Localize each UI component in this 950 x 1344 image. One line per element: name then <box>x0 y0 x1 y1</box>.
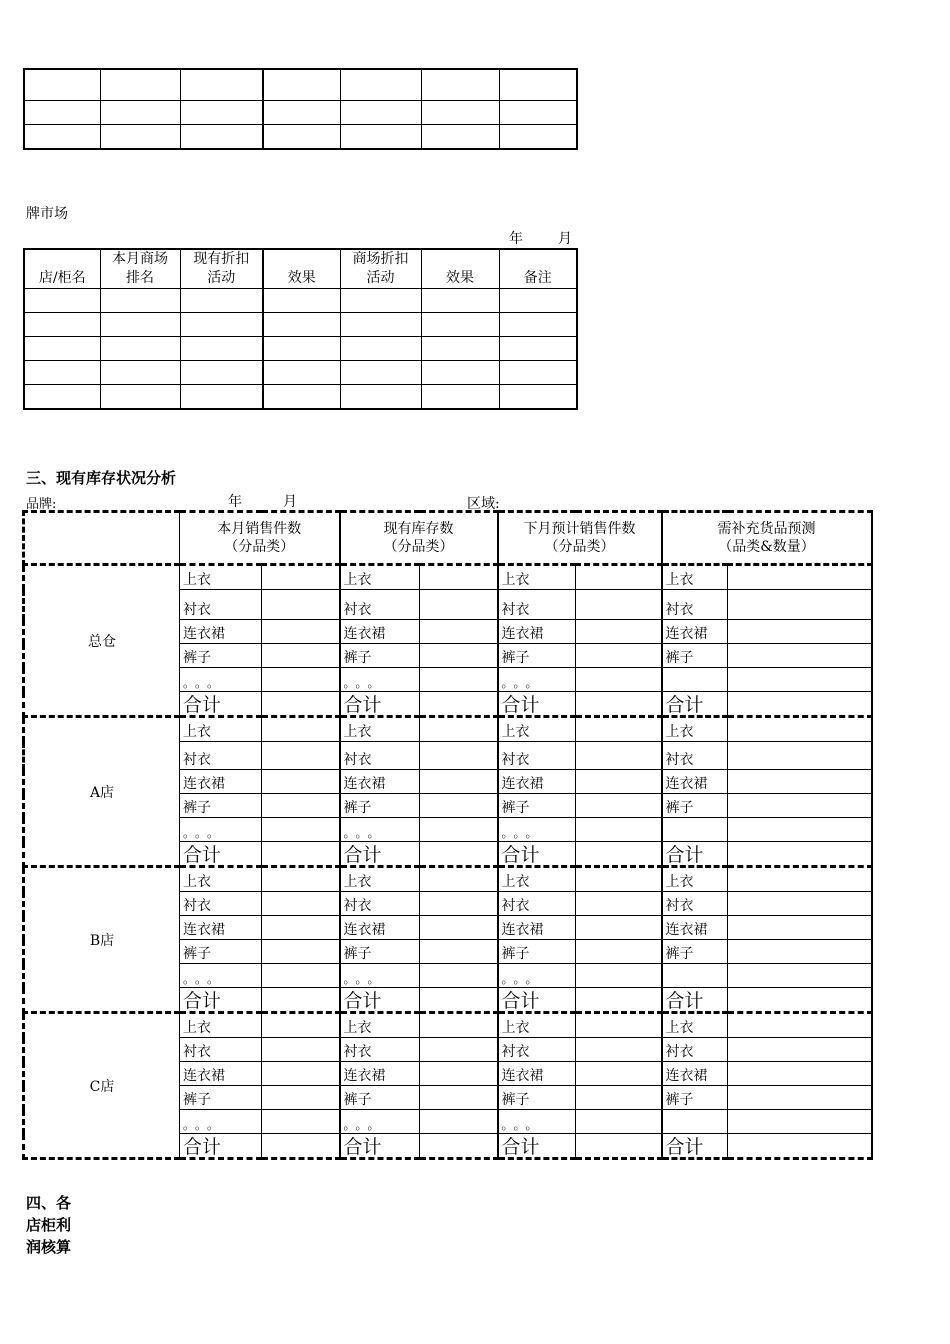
value-cell[interactable] <box>262 742 340 770</box>
total-label: 合计 <box>662 1134 728 1159</box>
category-label: 衬衣 <box>340 742 420 770</box>
value-cell[interactable] <box>576 842 662 867</box>
profit-title-line-3: 润核算 <box>26 1238 72 1256</box>
profit-title-line-2: 店柜利 <box>26 1216 72 1234</box>
category-label: 上衣 <box>498 1013 576 1038</box>
value-cell[interactable] <box>420 964 498 988</box>
store-label: A店 <box>24 717 180 867</box>
total-label: 合计 <box>498 988 576 1013</box>
s3-month-label: 月 <box>283 494 297 510</box>
category-label: 裤子 <box>662 794 728 818</box>
value-cell[interactable] <box>262 892 340 916</box>
value-cell[interactable] <box>420 916 498 940</box>
value-cell[interactable] <box>576 1038 662 1062</box>
value-cell[interactable] <box>576 988 662 1013</box>
value-cell[interactable] <box>576 1134 662 1159</box>
value-cell[interactable] <box>728 988 872 1013</box>
value-cell[interactable] <box>576 742 662 770</box>
category-label: 衬衣 <box>662 742 728 770</box>
value-cell[interactable] <box>728 590 872 620</box>
value-cell[interactable] <box>576 940 662 964</box>
profit-title-line-1: 四、各 <box>26 1194 72 1212</box>
value-cell[interactable] <box>576 1086 662 1110</box>
category-label: 裤子 <box>180 644 262 668</box>
value-cell[interactable] <box>576 964 662 988</box>
value-cell[interactable] <box>728 1038 872 1062</box>
value-cell[interactable] <box>576 794 662 818</box>
value-cell[interactable] <box>420 742 498 770</box>
value-cell[interactable] <box>576 717 662 742</box>
category-label: 上衣 <box>180 867 262 892</box>
category-label: 上衣 <box>340 565 420 590</box>
value-cell[interactable] <box>420 1086 498 1110</box>
category-label: 裤子 <box>340 644 420 668</box>
value-cell[interactable] <box>262 988 340 1013</box>
value-cell[interactable] <box>576 1062 662 1086</box>
value-cell[interactable] <box>420 692 498 717</box>
value-cell[interactable] <box>420 842 498 867</box>
inventory-header-1: 现有库存数 （分品类） <box>340 512 498 565</box>
value-cell[interactable] <box>262 1062 340 1086</box>
value-cell[interactable] <box>728 692 872 717</box>
category-label: 衬衣 <box>498 892 576 916</box>
ellipsis-label <box>662 668 728 692</box>
value-cell[interactable] <box>576 770 662 794</box>
category-label: 衬衣 <box>662 892 728 916</box>
value-cell[interactable] <box>728 818 872 842</box>
ellipsis-label: 。。。 <box>498 1110 576 1134</box>
category-label: 衬衣 <box>498 742 576 770</box>
value-cell[interactable] <box>576 620 662 644</box>
value-cell[interactable] <box>262 565 340 590</box>
value-cell[interactable] <box>728 1086 872 1110</box>
value-cell[interactable] <box>576 916 662 940</box>
value-cell[interactable] <box>420 794 498 818</box>
category-label: 衬衣 <box>180 742 262 770</box>
category-label: 上衣 <box>662 867 728 892</box>
total-label: 合计 <box>340 1134 420 1159</box>
value-cell[interactable] <box>728 842 872 867</box>
value-cell[interactable] <box>420 770 498 794</box>
value-cell[interactable] <box>728 565 872 590</box>
header-store: 店/柜名 <box>24 249 100 289</box>
category-label: 裤子 <box>662 644 728 668</box>
value-cell[interactable] <box>728 644 872 668</box>
ellipsis-label: 。。。 <box>498 818 576 842</box>
category-label: 衬衣 <box>180 590 262 620</box>
value-cell[interactable] <box>728 892 872 916</box>
value-cell[interactable] <box>728 916 872 940</box>
value-cell[interactable] <box>576 692 662 717</box>
category-label: 衬衣 <box>340 892 420 916</box>
brand-label: 品牌: <box>26 497 57 512</box>
total-label: 合计 <box>498 842 576 867</box>
total-label: 合计 <box>180 1134 262 1159</box>
category-label: 裤子 <box>180 794 262 818</box>
category-label: 裤子 <box>498 1086 576 1110</box>
category-label: 连衣裙 <box>662 620 728 644</box>
value-cell[interactable] <box>420 717 498 742</box>
category-label: 连衣裙 <box>340 916 420 940</box>
value-cell[interactable] <box>420 1038 498 1062</box>
category-label: 裤子 <box>340 940 420 964</box>
total-label: 合计 <box>340 842 420 867</box>
category-label: 连衣裙 <box>340 620 420 644</box>
category-label: 连衣裙 <box>662 1062 728 1086</box>
category-label: 连衣裙 <box>662 770 728 794</box>
value-cell[interactable] <box>420 892 498 916</box>
category-label: 连衣裙 <box>498 916 576 940</box>
value-cell[interactable] <box>262 1038 340 1062</box>
value-cell[interactable] <box>728 717 872 742</box>
value-cell[interactable] <box>262 644 340 668</box>
ellipsis-label <box>662 1110 728 1134</box>
category-label: 裤子 <box>498 644 576 668</box>
category-label: 上衣 <box>498 717 576 742</box>
category-label: 衬衣 <box>662 1038 728 1062</box>
category-label: 上衣 <box>180 1013 262 1038</box>
category-label: 衬衣 <box>180 892 262 916</box>
ellipsis-label <box>662 964 728 988</box>
ellipsis-label: 。。。 <box>498 964 576 988</box>
ellipsis-label: 。。。 <box>340 668 420 692</box>
category-label: 连衣裙 <box>180 620 262 644</box>
total-label: 合计 <box>662 692 728 717</box>
store-label: 总仓 <box>24 565 180 717</box>
value-cell[interactable] <box>262 1110 340 1134</box>
inventory-header-0: 本月销售件数 （分品类） <box>180 512 340 565</box>
value-cell[interactable] <box>262 668 340 692</box>
category-label: 衬衣 <box>340 590 420 620</box>
ellipsis-label: 。。。 <box>498 668 576 692</box>
value-cell[interactable] <box>728 964 872 988</box>
category-label: 连衣裙 <box>180 770 262 794</box>
category-label: 裤子 <box>498 794 576 818</box>
total-label: 合计 <box>340 988 420 1013</box>
inventory-header-3: 需补充货品预测 （品类&数量） <box>662 512 872 565</box>
s3-year-label: 年 <box>228 494 242 510</box>
header-effect-1: 效果 <box>263 249 340 289</box>
market-section-title: 牌市场 <box>26 206 68 222</box>
header-notes: 备注 <box>499 249 577 289</box>
ellipsis-label: 。。。 <box>180 964 262 988</box>
category-label: 裤子 <box>180 1086 262 1110</box>
value-cell[interactable] <box>420 644 498 668</box>
store-label: C店 <box>24 1013 180 1159</box>
total-label: 合计 <box>180 692 262 717</box>
header-effect-2: 效果 <box>421 249 499 289</box>
value-cell[interactable] <box>420 1110 498 1134</box>
category-label: 上衣 <box>662 1013 728 1038</box>
value-cell[interactable] <box>728 620 872 644</box>
category-label: 裤子 <box>662 940 728 964</box>
category-label: 裤子 <box>180 940 262 964</box>
value-cell[interactable] <box>262 916 340 940</box>
region-label: 区域: <box>467 496 500 512</box>
header-mall-discount: 商场折扣 活动 <box>340 249 421 289</box>
total-label: 合计 <box>662 842 728 867</box>
value-cell[interactable] <box>576 565 662 590</box>
category-label: 连衣裙 <box>498 620 576 644</box>
ellipsis-label: 。。。 <box>180 668 262 692</box>
value-cell[interactable] <box>420 940 498 964</box>
value-cell[interactable] <box>262 1134 340 1159</box>
category-label: 衬衣 <box>498 590 576 620</box>
value-cell[interactable] <box>728 794 872 818</box>
total-label: 合计 <box>180 988 262 1013</box>
header-current-discount: 现有折扣 活动 <box>180 249 263 289</box>
ellipsis-label: 。。。 <box>180 818 262 842</box>
value-cell[interactable] <box>728 1062 872 1086</box>
value-cell[interactable] <box>420 620 498 644</box>
value-cell[interactable] <box>420 818 498 842</box>
category-label: 衬衣 <box>340 1038 420 1062</box>
store-label: B店 <box>24 867 180 1013</box>
value-cell[interactable] <box>420 1134 498 1159</box>
value-cell[interactable] <box>576 1013 662 1038</box>
value-cell[interactable] <box>262 1013 340 1038</box>
value-cell[interactable] <box>420 1062 498 1086</box>
category-label: 衬衣 <box>498 1038 576 1062</box>
total-label: 合计 <box>498 692 576 717</box>
value-cell[interactable] <box>262 964 340 988</box>
total-label: 合计 <box>498 1134 576 1159</box>
ellipsis-label: 。。。 <box>340 1110 420 1134</box>
inventory-section-title: 三、现有库存状况分析 <box>26 469 177 487</box>
category-label: 上衣 <box>662 565 728 590</box>
value-cell[interactable] <box>262 770 340 794</box>
category-label: 衬衣 <box>662 590 728 620</box>
value-cell[interactable] <box>420 590 498 620</box>
total-label: 合计 <box>180 842 262 867</box>
value-cell[interactable] <box>262 1086 340 1110</box>
category-label: 上衣 <box>498 867 576 892</box>
value-cell[interactable] <box>262 590 340 620</box>
value-cell[interactable] <box>262 794 340 818</box>
category-label: 连衣裙 <box>498 1062 576 1086</box>
month-label: 月 <box>558 231 572 247</box>
value-cell[interactable] <box>262 692 340 717</box>
value-cell[interactable] <box>262 842 340 867</box>
category-label: 裤子 <box>498 940 576 964</box>
value-cell[interactable] <box>576 668 662 692</box>
ellipsis-label: 。。。 <box>180 1110 262 1134</box>
ellipsis-label: 。。。 <box>340 818 420 842</box>
value-cell[interactable] <box>262 620 340 644</box>
value-cell[interactable] <box>728 940 872 964</box>
year-label: 年 <box>509 231 523 247</box>
value-cell[interactable] <box>420 1013 498 1038</box>
inventory-header-2: 下月预计销售件数 （分品类） <box>498 512 662 565</box>
value-cell[interactable] <box>728 867 872 892</box>
value-cell[interactable] <box>420 668 498 692</box>
total-label: 合计 <box>662 988 728 1013</box>
value-cell[interactable] <box>728 1134 872 1159</box>
value-cell[interactable] <box>262 717 340 742</box>
category-label: 连衣裙 <box>180 916 262 940</box>
category-label: 连衣裙 <box>340 1062 420 1086</box>
value-cell[interactable] <box>728 1110 872 1134</box>
category-label: 连衣裙 <box>180 1062 262 1086</box>
market-table <box>23 248 578 410</box>
value-cell[interactable] <box>576 818 662 842</box>
value-cell[interactable] <box>728 742 872 770</box>
value-cell[interactable] <box>576 867 662 892</box>
value-cell[interactable] <box>576 892 662 916</box>
category-label: 上衣 <box>340 717 420 742</box>
value-cell[interactable] <box>420 988 498 1013</box>
category-label: 上衣 <box>498 565 576 590</box>
category-label: 裤子 <box>662 1086 728 1110</box>
category-label: 上衣 <box>662 717 728 742</box>
value-cell[interactable] <box>262 940 340 964</box>
category-label: 连衣裙 <box>662 916 728 940</box>
total-label: 合计 <box>340 692 420 717</box>
value-cell[interactable] <box>576 644 662 668</box>
inventory-table <box>22 510 873 1160</box>
value-cell[interactable] <box>262 867 340 892</box>
value-cell[interactable] <box>420 565 498 590</box>
blank-table-top <box>23 68 578 150</box>
ellipsis-label <box>662 818 728 842</box>
category-label: 上衣 <box>340 867 420 892</box>
category-label: 上衣 <box>180 565 262 590</box>
value-cell[interactable] <box>728 668 872 692</box>
value-cell[interactable] <box>576 590 662 620</box>
value-cell[interactable] <box>420 867 498 892</box>
category-label: 上衣 <box>340 1013 420 1038</box>
ellipsis-label: 。。。 <box>340 964 420 988</box>
value-cell[interactable] <box>576 1110 662 1134</box>
profit-section-title <box>26 1192 71 1258</box>
category-label: 上衣 <box>180 717 262 742</box>
header-empty <box>24 512 180 565</box>
header-ranking: 本月商场 排名 <box>100 249 180 289</box>
value-cell[interactable] <box>728 770 872 794</box>
value-cell[interactable] <box>728 1013 872 1038</box>
value-cell[interactable] <box>262 818 340 842</box>
category-label: 裤子 <box>340 794 420 818</box>
category-label: 连衣裙 <box>340 770 420 794</box>
category-label: 衬衣 <box>180 1038 262 1062</box>
category-label: 连衣裙 <box>498 770 576 794</box>
category-label: 裤子 <box>340 1086 420 1110</box>
